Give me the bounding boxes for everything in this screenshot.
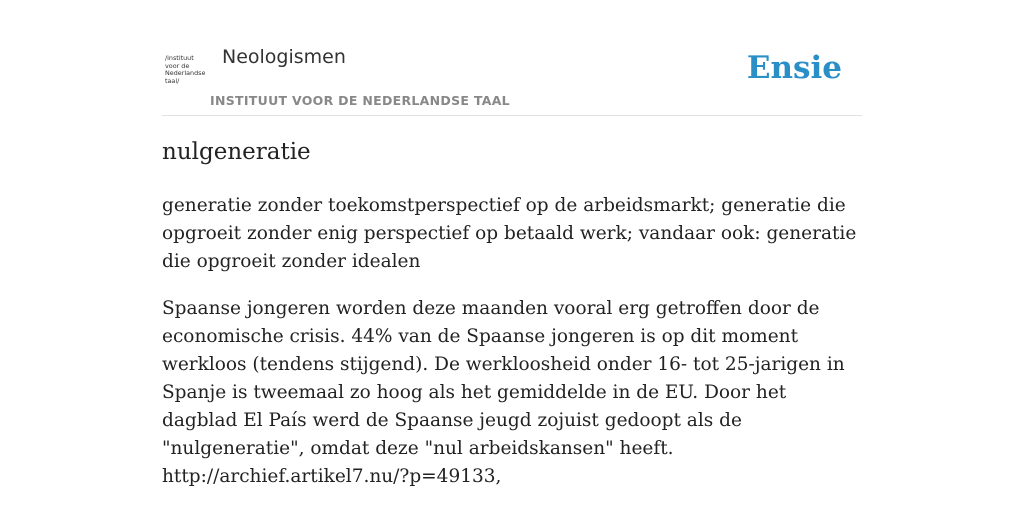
source-link[interactable]: http://archief.artikel7.nu/?p=49133, bbox=[162, 466, 502, 487]
institute-logo bbox=[165, 55, 209, 91]
entry-quote bbox=[162, 295, 867, 491]
logo-line: /instituut bbox=[165, 54, 194, 62]
logo-line: Nederlandse bbox=[165, 69, 206, 78]
header-divider bbox=[162, 115, 862, 116]
entry-term: nulgeneratie bbox=[162, 139, 311, 165]
entry-definition: generatie zonder toekomstperspectief op de arbeidsmarkt; generatie die opgroeit zonder enig perspectief op betaald werk; vandaar ook: generatie die opgroeit zonder idealen bbox=[162, 195, 857, 272]
ensie-brand-logo[interactable]: Ensie bbox=[746, 50, 842, 86]
quote-text: Spaanse jongeren worden deze maanden vooral erg getroffen door de economische crisis. 44% van de Spaanse jongeren is op dit moment werkloos (tendens stijgend). De werkloosheid onder 16- tot 25-jarigen in Spanje is tweemaal zo hoog als het gemiddelde in de EU. Door het dagblad El País werd de Spaanse jeugd zojuist gedoopt als de "nulgeneratie", omdat deze "nul arbeidskansen" heeft. bbox=[162, 298, 845, 459]
logo-line: voor de bbox=[165, 61, 190, 70]
site-name[interactable]: Neologismen bbox=[222, 46, 346, 68]
logo-line: taal/ bbox=[165, 76, 180, 85]
organization-name: INSTITUUT VOOR DE NEDERLANDSE TAAL bbox=[210, 93, 510, 108]
